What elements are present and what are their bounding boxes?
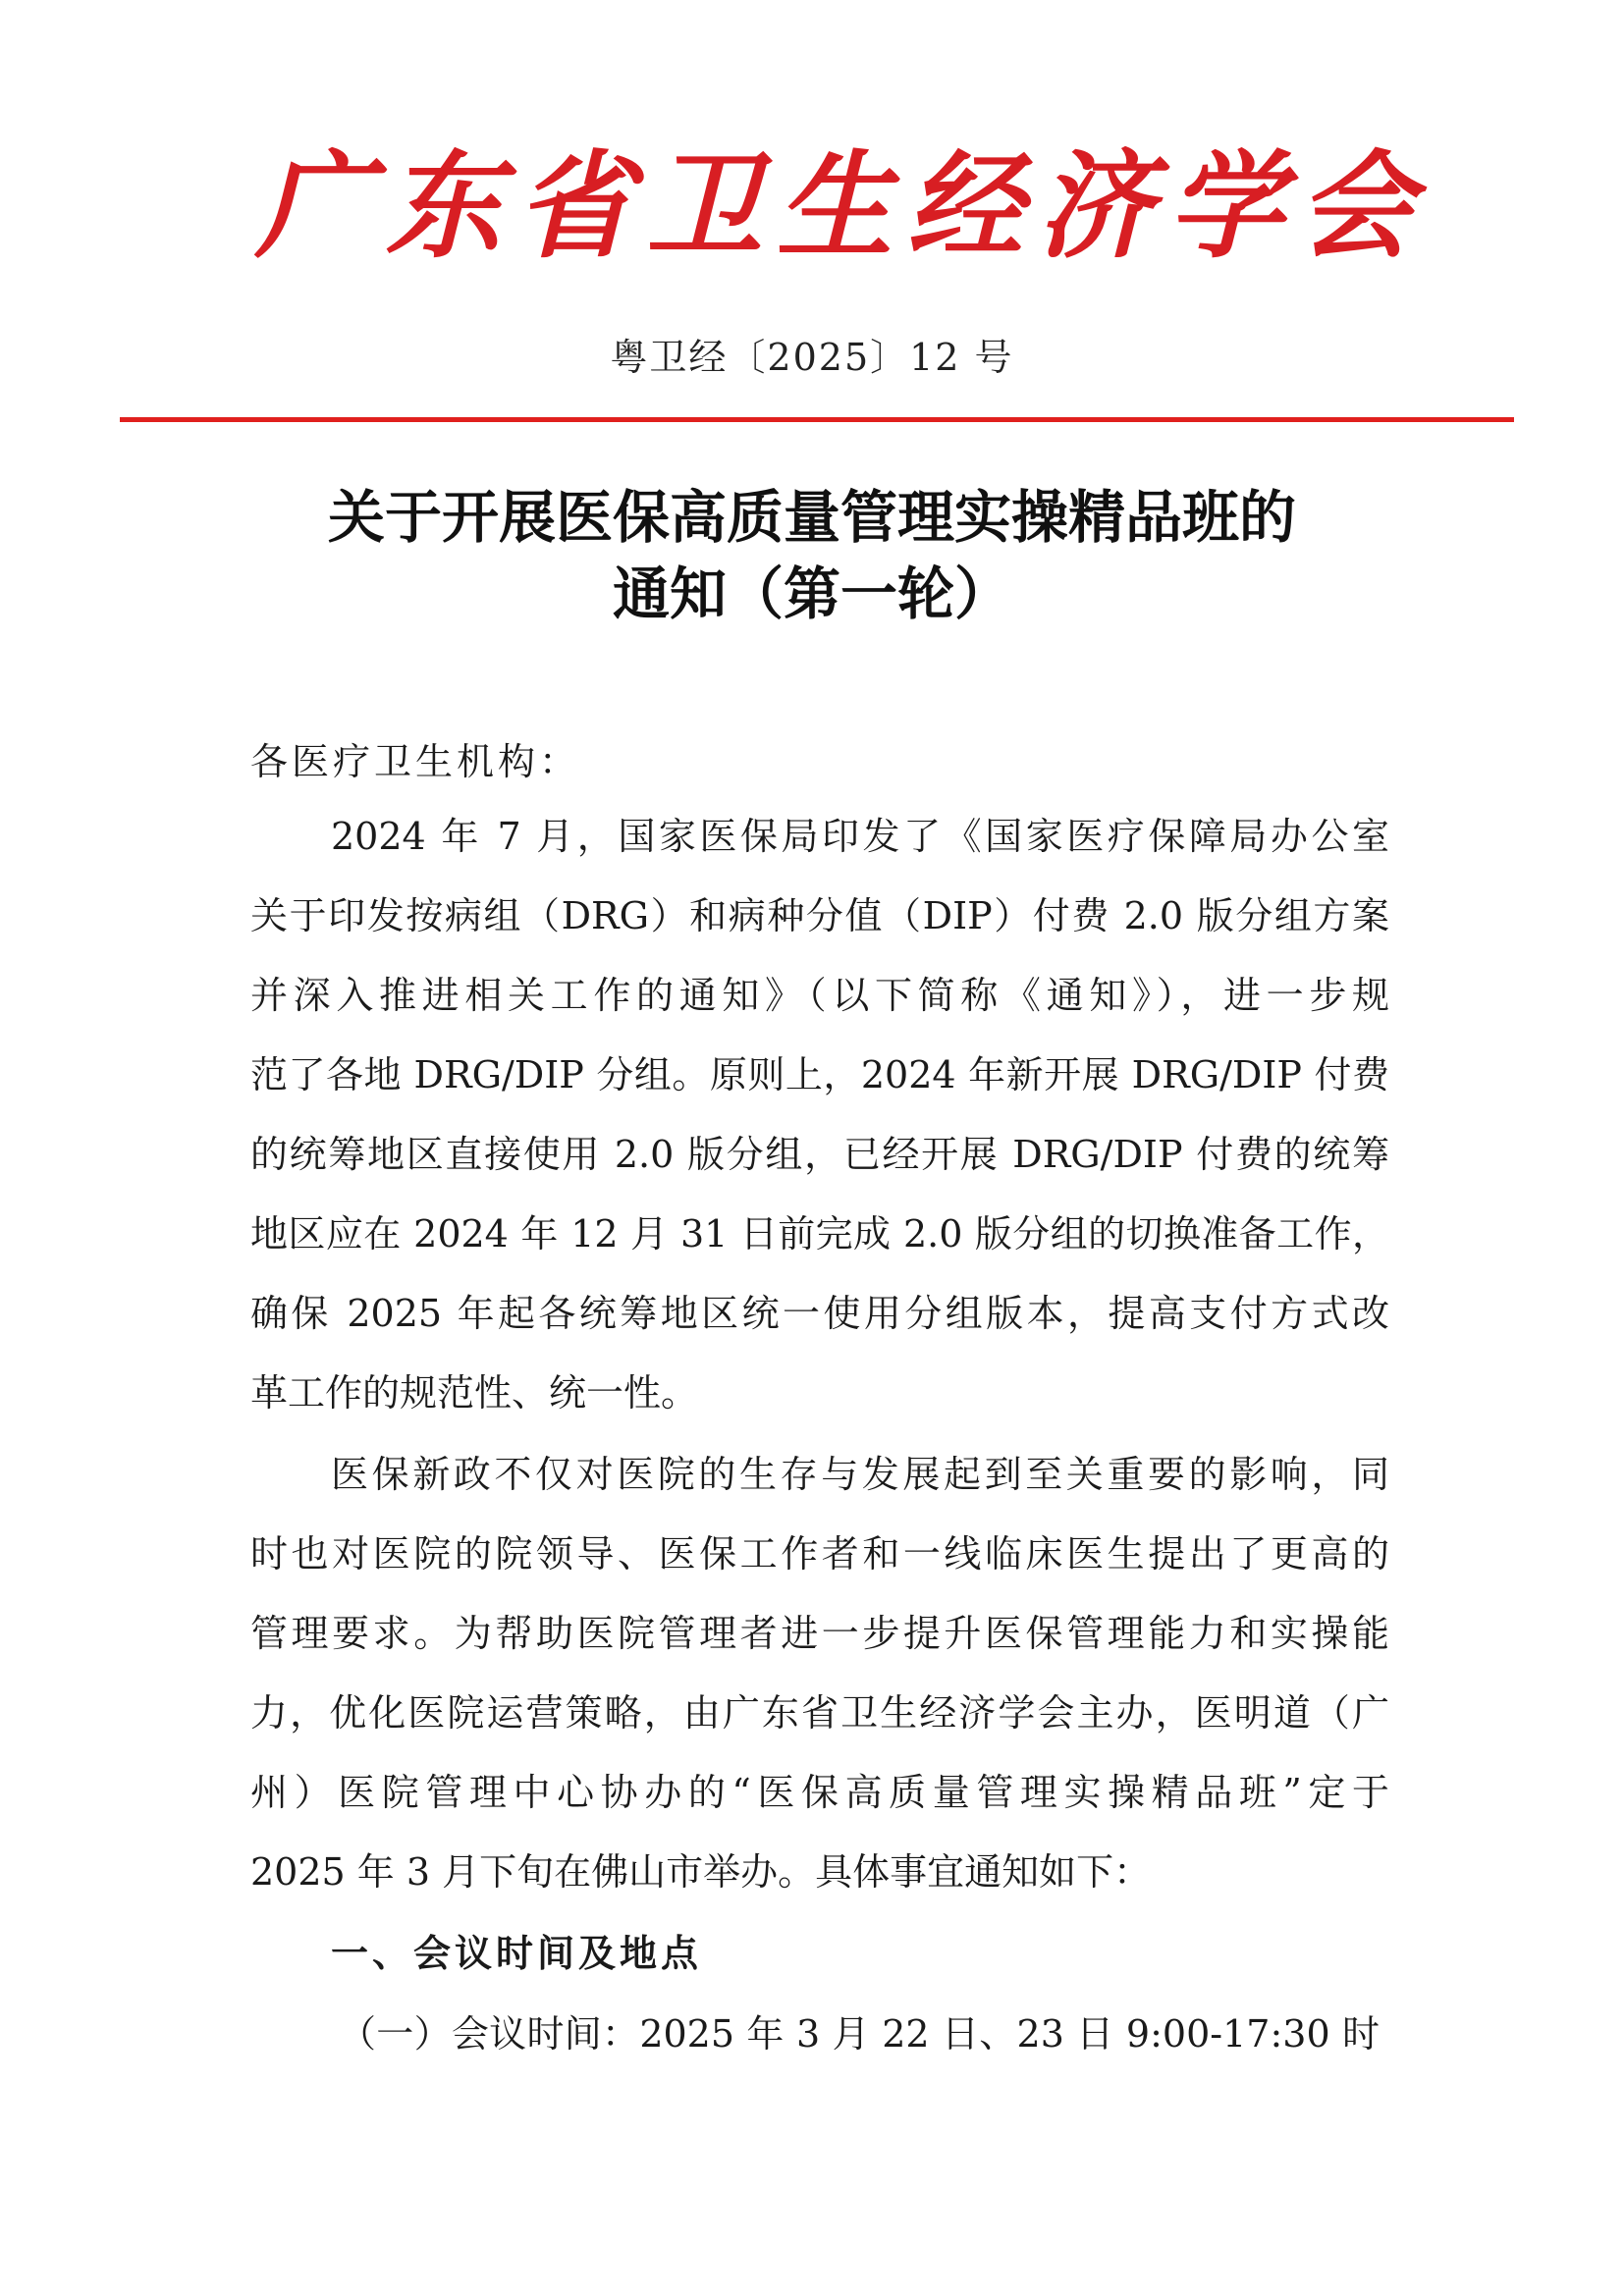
- paragraph-line: 并深入推进相关工作的通知》（以下简称《通知》），进一步规: [250, 974, 1389, 1017]
- paragraph-line: 州）医院管理中心协办的“医保高质量管理实操精品班”定于: [250, 1771, 1389, 1814]
- paragraph-line: 医保新政不仅对医院的生存与发展起到至关重要的影响，同: [331, 1453, 1389, 1496]
- masthead-char: 卫: [646, 137, 763, 274]
- paragraph-line: 2024 年 7 月，国家医保局印发了《国家医疗保障局办公室: [331, 815, 1389, 858]
- paragraph-line: 革工作的规范性、统一性。: [250, 1371, 699, 1415]
- masthead-char: 济: [1037, 137, 1154, 274]
- paragraph-line: 地区应在 2024 年 12 月 31 日前完成 2.0 版分组的切换准备工作，: [250, 1212, 1389, 1255]
- paragraph-line: 2025 年 3 月下旬在佛山市举办。具体事宜通知如下：: [250, 1850, 1152, 1894]
- masthead-char: 东: [385, 137, 502, 274]
- paragraph-background: [250, 797, 1389, 1433]
- paragraph-line: 的统筹地区直接使用 2.0 版分组，已经开展 DRG/DIP 付费的统筹: [250, 1133, 1389, 1176]
- paragraph-line: 时也对医院的院领导、医保工作者和一线临床医生提出了更高的: [250, 1532, 1389, 1575]
- paragraph-line: 管理要求。为帮助医院管理者进一步提升医保管理能力和实操能: [250, 1612, 1389, 1655]
- paragraph-line: 关于印发按病组（DRG）和病种分值（DIP）付费 2.0 版分组方案: [250, 894, 1389, 937]
- masthead-char: 省: [515, 137, 632, 274]
- paragraph-line: 力，优化医院运营策略，由广东省卫生经济学会主办，医明道（广: [250, 1691, 1389, 1735]
- title-line-2: 通知（第一轮）: [612, 561, 1011, 627]
- masthead-char: 经: [906, 137, 1023, 274]
- masthead-char: 会: [1297, 137, 1414, 274]
- red-divider-line: [120, 417, 1514, 422]
- masthead-char: 生: [776, 137, 893, 274]
- masthead-organization-name: [255, 137, 1414, 275]
- masthead-char: 广: [255, 137, 372, 274]
- title-line-1: 关于开展医保高质量管理实操精品班的: [327, 484, 1296, 551]
- paragraph-purpose: [250, 1435, 1389, 1912]
- meeting-time-line: （一）会议时间：2025 年 3 月 22 日、23 日 9:00-17:30 时: [339, 2012, 1380, 2056]
- paragraph-line: 范了各地 DRG/DIP 分组。原则上，2024 年新开展 DRG/DIP 付费: [250, 1053, 1389, 1096]
- salutation: 各医疗卫生机构：: [250, 740, 581, 783]
- section-heading: 一、会议时间及地点: [331, 1932, 703, 1975]
- document-title: [0, 479, 1624, 632]
- paragraph-line: 确保 2025 年起各统筹地区统一使用分组版本，提高支付方式改: [250, 1292, 1389, 1335]
- masthead-char: 学: [1167, 137, 1284, 274]
- document-number: 粤卫经〔2025〕12 号: [610, 336, 1014, 379]
